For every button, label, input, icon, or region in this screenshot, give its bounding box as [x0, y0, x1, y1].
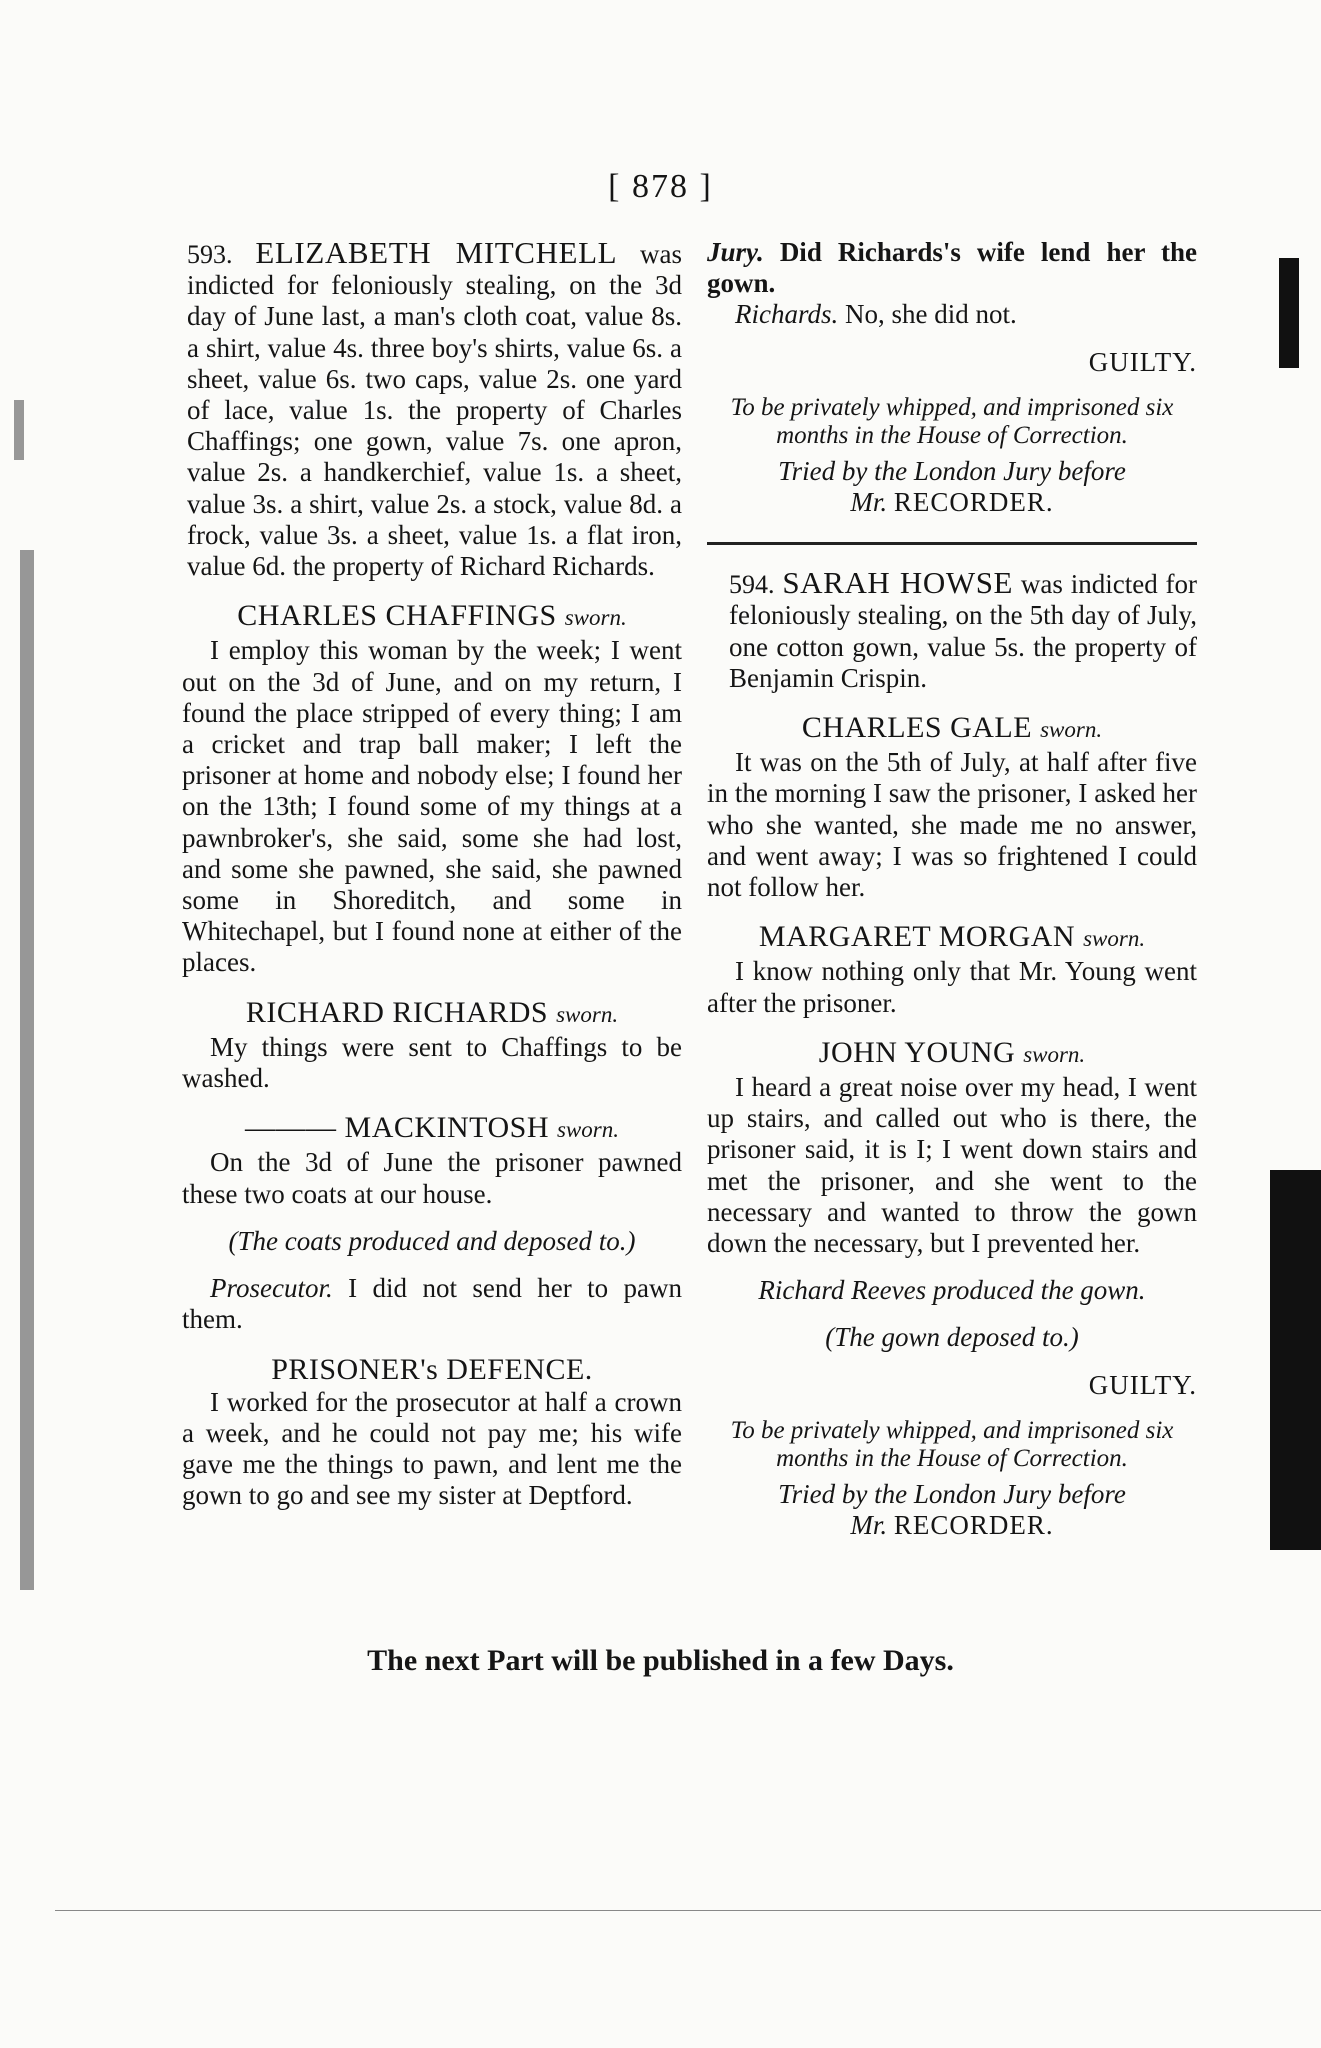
case-number: 594.	[729, 570, 775, 600]
testimony-text: My things were sent to Chaffings to be washed.	[182, 1031, 682, 1094]
evidence-note: (The coats produced and deposed to.)	[228, 1225, 636, 1256]
judge-title: RECORDER.	[893, 1510, 1054, 1541]
indictment-text: was indicted for feloniously stealing, on the 3d day of June last, a man's cloth coat, value 8s. a shirt, value 4s. three boy's shirts, value 6s. a sheet, value 6s. two caps, value 2s. one yard of lace, value 1s. the property of Charles Chaffings; one gown, value 7s. one apron, value 2s. a handkerchief, value 1s. a sheet, value 3s. a shirt, value 2s. a stock, value 8d. a frock, value 3s. a sheet, value 1s. a flat iron, value 6d. the property of Richard Richards.	[187, 239, 683, 582]
witness-heading	[182, 1112, 682, 1145]
witness-name: CHARLES CHAFFINGS	[237, 599, 557, 633]
indictment-text: was indicted for feloniously stealing, on the 5th day of July, one cotton gown, value 5s. the property of Benjamin Crispin.	[729, 569, 1198, 693]
statement-text: I did not send her to pawn them.	[182, 1273, 682, 1335]
question-text: Did Richards's wife lend her the gown.	[707, 237, 1198, 299]
scan-edge-noise	[20, 550, 34, 1590]
sworn-label: sworn.	[556, 1117, 619, 1143]
tried-by-judge	[707, 487, 1197, 518]
speaker-label: Prosecutor.	[210, 1273, 333, 1304]
witness-heading	[707, 921, 1197, 954]
sworn-label: sworn.	[556, 1001, 619, 1027]
case-594-paragraph	[729, 567, 1197, 694]
scan-margin-mark	[1279, 258, 1299, 368]
witness-heading	[707, 1037, 1197, 1070]
witness-heading	[182, 600, 682, 633]
prosecutor-statement	[182, 1273, 682, 1335]
testimony-text: On the 3d of June the prisoner pawned these two coats at our house.	[182, 1147, 682, 1209]
defendant-name: ELIZABETH MITCHELL	[255, 235, 618, 270]
page-bottom-rule	[55, 1910, 1321, 1911]
sworn-label: sworn.	[1083, 926, 1146, 952]
richards-answer	[707, 299, 1197, 330]
tried-by: Tried by the London Jury before	[778, 1478, 1126, 1509]
mr-label: Mr.	[850, 487, 888, 518]
sworn-label: sworn.	[1023, 1041, 1086, 1067]
defence-heading: PRISONER's DEFENCE.	[271, 1352, 593, 1386]
left-column	[182, 237, 682, 1512]
answer-text: No, she did not.	[845, 299, 1017, 330]
page-number: [ 878 ]	[608, 168, 713, 205]
sentence: To be privately whipped, and imprisoned six months in the House of Correction.	[730, 1416, 1174, 1472]
case-593-paragraph	[187, 237, 682, 582]
sworn-label: sworn.	[564, 605, 627, 631]
witness-name: ——— MACKINTOSH	[245, 1111, 549, 1145]
testimony-text: It was on the 5th of July, at half after five in the morning I saw the prisoner, I asked her who she wanted, she made me no answer, and went away; I was so frightened I could not follow her.	[707, 747, 1197, 903]
publication-notice: The next Part will be published in a few Days.	[367, 1644, 954, 1677]
sentence: To be privately whipped, and imprisoned six months in the House of Correction.	[730, 393, 1174, 449]
tried-by-judge	[707, 1510, 1197, 1541]
speaker-label: Richards.	[735, 299, 839, 330]
defendant-name: SARAH HOWSE	[782, 565, 1014, 601]
witness-heading	[707, 712, 1197, 745]
jury-question	[707, 237, 1197, 299]
testimony-text: I know nothing only that Mr. Young went after the prisoner.	[707, 956, 1197, 1018]
witness-name: JOHN YOUNG	[818, 1035, 1016, 1069]
speaker-label: Jury.	[707, 237, 764, 267]
evidence-note: Richard Reeves produced the gown.	[758, 1275, 1146, 1306]
scan-edge-noise	[14, 400, 24, 460]
witness-name: CHARLES GALE	[801, 711, 1033, 745]
right-column	[707, 237, 1197, 1541]
witness-heading	[182, 997, 682, 1030]
defence-text: I worked for the prosecutor at half a crown a week, and he could not pay me; his wife gave me the things to pawn, and lent me the gown to go and see my sister at Deptford.	[182, 1386, 682, 1511]
testimony-text: I heard a great noise over my head, I went up stairs, and called out who is there, the prisoner said, it is I; I went down stairs and met the prisoner, and she went to the necessary and wanted to throw the gown down the necessary, but I prevented her.	[707, 1072, 1197, 1259]
verdict: GUILTY.	[1088, 346, 1197, 377]
tried-by: Tried by the London Jury before	[778, 455, 1126, 486]
evidence-note: (The gown deposed to.)	[825, 1322, 1079, 1353]
judge-title: RECORDER.	[893, 487, 1054, 518]
case-number: 593.	[187, 240, 233, 269]
sworn-label: sworn.	[1040, 717, 1103, 743]
witness-name: MARGARET MORGAN	[758, 920, 1076, 954]
verdict: GUILTY.	[1088, 1369, 1197, 1400]
testimony-text: I employ this woman by the week; I went out on the 3d of June, and on my return, I found the place stripped of every thing; I am a cricket and trap ball maker; I left the prisoner at home and nobody else; I found her on the 13th; I found some of my things at a pawnbroker's, she said, some she had lost, and some she pawned, she said, she pawned some in Shoreditch, and some in Whitechapel, but I found none at either of the places.	[182, 635, 682, 978]
section-divider	[707, 542, 1197, 545]
scan-margin-mark	[1270, 1170, 1321, 1550]
mr-label: Mr.	[850, 1510, 888, 1541]
witness-name: RICHARD RICHARDS	[245, 995, 549, 1029]
